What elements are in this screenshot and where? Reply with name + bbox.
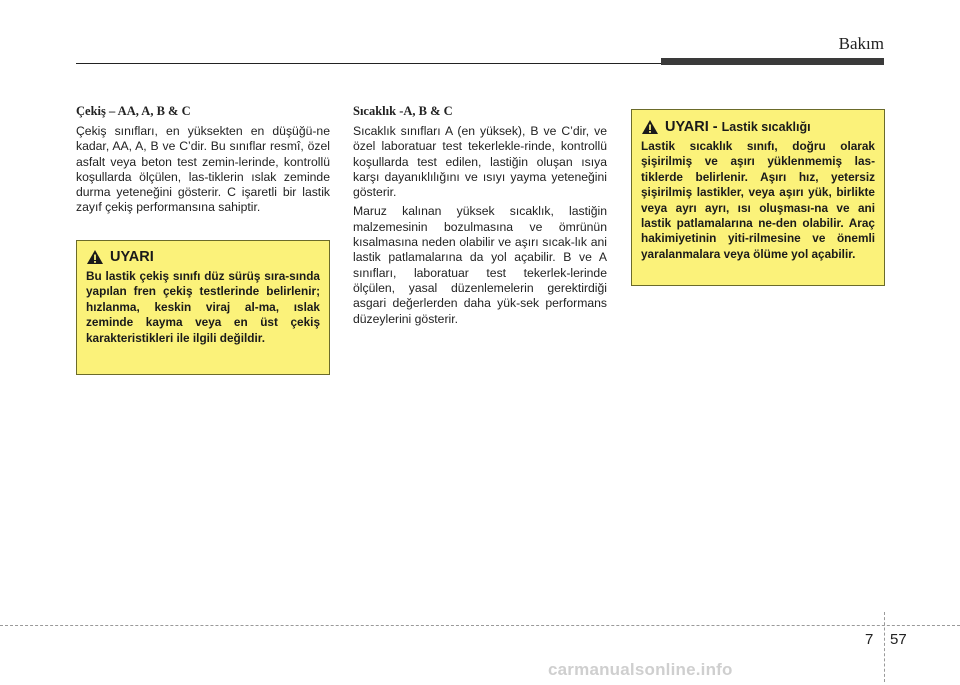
page-number: 57: [890, 631, 907, 648]
chapter-number: 7: [865, 631, 874, 648]
warning-box-temperature: [631, 109, 885, 286]
warning-header: [641, 119, 875, 135]
warning-triangle-icon: [86, 249, 104, 265]
header-rule-thin: [76, 63, 666, 64]
column-traction: [76, 104, 330, 220]
traction-paragraph: Çekiş sınıfları, en yüksekten en düşüğü-ne kadar, AA, A, B ve C’dir. Bu sınıflar resmî, özel asfalt veya beton test zemin-lerinde, kontrollü koşullarda ölçülen, las-tiklerin ıslak zeminde durma yeteneğini gösterir. C işaretli bir lastik zayıf çekiş performansına sahiptir.: [76, 124, 330, 215]
watermark-text: carmanualsonline.info: [548, 660, 733, 679]
warning-box-traction: [76, 240, 330, 375]
warning-title: UYARI: [110, 249, 154, 265]
warning-triangle-icon: [641, 119, 659, 135]
page-header-title: Bakım: [838, 34, 884, 53]
column-temperature: [353, 104, 607, 331]
warning-header: [86, 249, 320, 265]
warning-title: UYARI -: [665, 119, 718, 135]
temperature-heading: Sıcaklık -A, B & C: [353, 104, 453, 118]
warning-body: Bu lastik çekiş sınıfı düz sürüş sıra-sında yapılan fren çekiş testlerinde belirlenir; hızlanma, keskin viraj al-ma, ıslak zeminde kayma veya en üst çekiş karakteristikleri ile ilgili değildir.: [86, 269, 320, 345]
temperature-paragraph-2: Maruz kalınan yüksek sıcaklık, lastiğin malzemesinin bozulmasına ve ömrünün kısalmasına neden olabilir ve aşırı sıcak-lık ani lastik patlamalarına da yol açabilir. B ve A sınıfları, laboratuar test tekerlek-lerinde ölçülen, yasal düzenlemelerin gerektirdiği asgari değerlerden daha yük-sek performans düzeylerini gösterir.: [353, 204, 607, 326]
temperature-paragraph-1: Sıcaklık sınıfları A (en yüksek), B ve C’dir, ve özel laboratuar test tekerlekle-rinde, kontrollü koşullarda test edilen, lastiğin oluşan ısıya karşı dayanıklılığını ve ısıyı yayma yeteneğini gösterir.: [353, 124, 607, 200]
traction-heading: Çekiş – AA, A, B & C: [76, 104, 191, 118]
footer-dashed-rule: [0, 625, 960, 626]
footer-dashed-divider: [884, 612, 885, 682]
header-rule-thick: [661, 58, 884, 65]
warning-body: Lastik sıcaklık sınıfı, doğru olarak şişirilmiş ve aşırı yüklenmemiş las-tiklerde belirlenir. Aşırı hız, yetersiz şişirilmiş lastikler, veya aşırı yük, birlikte veya ayrı ayrı, ısı oluşması-na ve ani lastik patlamalarına ne-den olabilir. Araç hakimiyetinin yiti-rilmesine ve önemli yaralanmalara veya ölüme yol açabilir.: [641, 139, 875, 261]
warning-subtitle: Lastik sıcaklığı: [721, 120, 811, 134]
